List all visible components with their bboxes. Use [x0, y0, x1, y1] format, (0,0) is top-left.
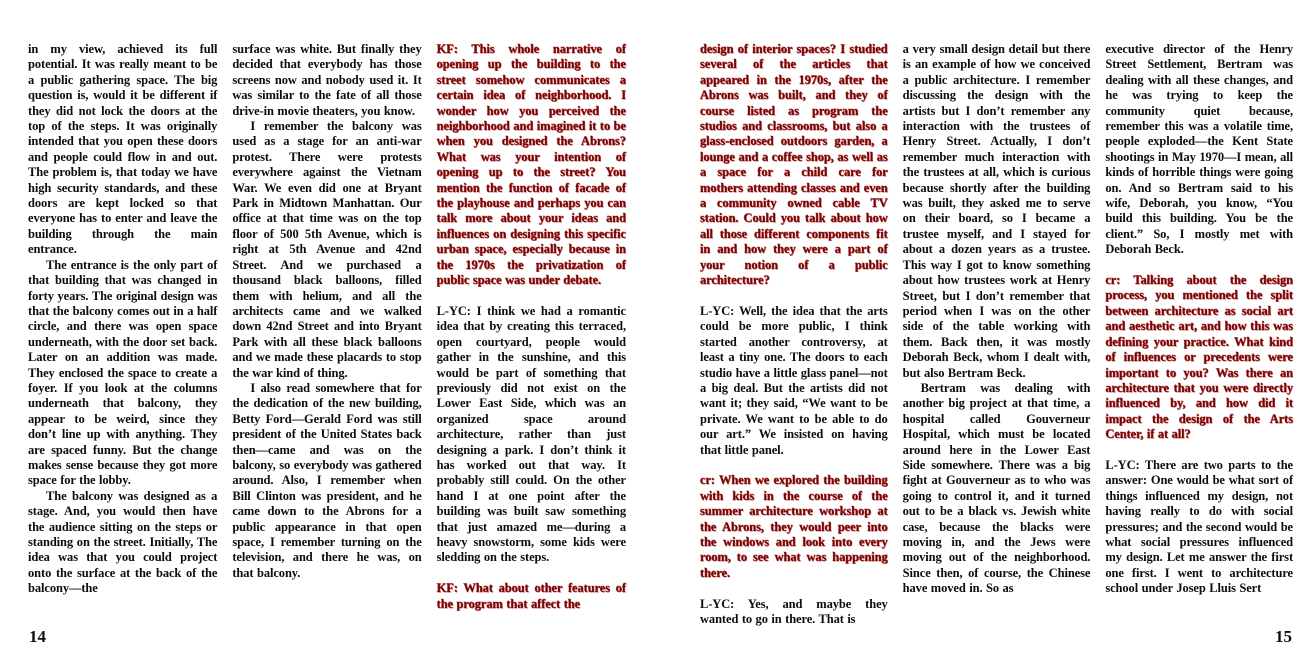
question-kf: KF: What about other features of the program that affect the — [436, 581, 626, 611]
answer-lyc: L-YC: Yes, and maybe they wanted to go in there. That is — [700, 596, 888, 626]
answer-paragraph: executive director of the Henry Street Settlement, Bertram was dealing with all these changes, and he was trying to keep the community quiet because, remember this was a volatile time, people exploded—the Kent State shootings in May 1970—I mean, all kinds of horrible things were going on. And so Bertram said to his wife, Deborah, you know, “You build this building. You be the client.” So, I mostly met with Deborah Beck. — [1105, 42, 1294, 257]
question-cr: cr: When we explored the building with kids in the course of the summer architecture workshop at the Abrons, they would peer into the windows and look into every room, to see what was happening there. — [700, 473, 888, 580]
answer-lyc: L-YC: There are two parts to the answer: One would be what sort of things influenced my design, not having really to do with social pressures; and the second would be what social pressures influenced my design. Let me answer the first one first. I went to architecture school under Josep Lluis Sert — [1105, 457, 1294, 596]
question-kf: design of interior spaces? I studied several of the articles that appeared in the 1970s, after the Abrons was built, and they of course listed as program the studios and classrooms, but also a glass-enclosed outdoors garden, a lounge and a coffee shop, as well as a space for a child care for mothers attending classes and even a community owned cable TV station. Could you talk about how all those different components fit in and how they were a part of your notion of a public architecture? — [700, 42, 888, 288]
answer-lyc: L-YC: I think we had a romantic idea that by creating this terraced, open courtyard, people would gather in the sunshine, and this would be part of something that previously did not exist on the Lower East Side, which was an organized space around architecture, rather than just designing a park. I don’t think it has worked out that way. It probably still could. On the other hand I at one point after the building was built saw something that just amazed me—during a heavy snowstorm, some kids were sledding on the steps. — [436, 303, 626, 565]
column-1 — [28, 42, 217, 612]
column-5 — [903, 42, 1091, 627]
page-15-columns — [700, 42, 1293, 627]
narrative-paragraph: I remember the balcony was used as a stage for an anti-war protest. There were protests everywhere against the Vietnam War. We even did one at Bryant Park in Midtown Manhattan. Our office at that time was on the top floor of 500 5th Avenue, which is right at 5th Avenue and 42nd Street. And we purchased a thousand black balloons, filled them with helium, and all the architects came and we walked down 42nd Street and into Bryant Park with all these black balloons and we made these placards to stop the war kind of thing. — [232, 119, 422, 380]
narrative-paragraph: The balcony was designed as a stage. And, you would then have the audience sitting on the steps or standing on the street. Initially, The idea was that you could project onto the surface at the back of the balcony—the — [28, 488, 218, 596]
question-kf: KF: This whole narrative of opening up the building to the street somehow communicates a certain idea of neighborhood. I wonder how you perceived the neighborhood and imagined it to be when you designed the Abrons? What was your intention of opening up to the street? You mention the function of facade of the playhouse and perhaps you can talk more about your ideas and influences on designing this specific urban space, especially because in the 1970s the privatization of public space was under debate. — [436, 42, 626, 288]
column-6 — [1105, 42, 1293, 627]
narrative-paragraph: I also read somewhere that for the dedication of the new building, Betty Ford—Gerald Ford was still president of the United States back then—came and was on the balcony, so everybody was gathered around. Also, I remember when Bill Clinton was president, and he came down to the Abrons for a public appearance in that open space, I remember turning on the television, and there he was, on that balcony. — [232, 380, 422, 580]
page-number-15: 15 — [1275, 627, 1292, 646]
column-2 — [232, 42, 421, 612]
narrative-paragraph: in my view, achieved its full potential. It was really meant to be a public gathering space. The big question is, would it be different if they did not lock the doors at the top of the steps. It was originally intended that you open these doors and people could flow in and out. The problem is, that today we have high security standards, and these doors are kept locked so that everyone has to enter and leave the building through the main entrance. — [28, 42, 218, 257]
page-number-14: 14 — [29, 627, 46, 646]
page-14-columns — [28, 42, 626, 612]
narrative-paragraph: surface was white. But finally they decided that everybody has those screens now and nobody used it. It was similar to the fate of all those drive-in movie theaters, you know. — [232, 42, 422, 118]
answer-paragraph: a very small design detail but there is an example of how we conceived a public architecture. I remember discussing the design with the artists but I don’t remember any interaction with the trustees of Henry Street. Actually, I don’t remember much interaction with the trustees at all, which is curious because shortly after the building was built, they asked me to serve on their board, so I became a trustee myself, and I stayed for about a dozen years as a trustee. This way I got to know something about how trustees work at Henry Street, but I don’t remember that period when I was on the other side of the table working with them. Back then, it was mostly Deborah Beck, whom I dealt with, but also Bertram Beck. — [902, 42, 1091, 380]
answer-lyc: L-YC: Well, the idea that the arts could be more public, I think started another controversy, at least a tiny one. The doors to each studio have a little glass panel—not a big deal. But the artists did not want it; they said, “We want to be private. We want to be able to do our art.” We insisted on having that little panel. — [700, 303, 888, 457]
answer-paragraph: Bertram was dealing with another big project at that time, a hospital called Gouverneur Hospital, which must be located around here in the Lower East Side somewhere. There was a big fight at Gouverneur as to who was going to control it, and it turned out to be a black vs. Jewish white case, because the blacks were moving in, and the Jews were moving out of the neighborhood. Since then, of course, the Chinese have moved in. So as — [902, 380, 1091, 596]
column-4 — [700, 42, 888, 627]
narrative-paragraph: The entrance is the only part of that building that was changed in forty years. The original design was that the balcony comes out in a half circle, and there was open space underneath, with the door set back. Later on an addition was made. They enclosed the space to create a foyer. If you look at the columns underneath that balcony, they appear to be weird, since they don’t line up with anything. They are spaced funny. But the change makes sense because they got more space for the lobby. — [28, 257, 218, 488]
question-cr: cr: Talking about the design process, you mentioned the split between architecture as social art and aesthetic art, and how this was defining your practice. What kind of influences or precedents were important to you? Was there an architecture that you were directly influenced by, and how did it impact the design of the Arts Center, if at all? — [1105, 273, 1294, 442]
page-15 — [656, 0, 1312, 656]
column-3 — [437, 42, 626, 612]
